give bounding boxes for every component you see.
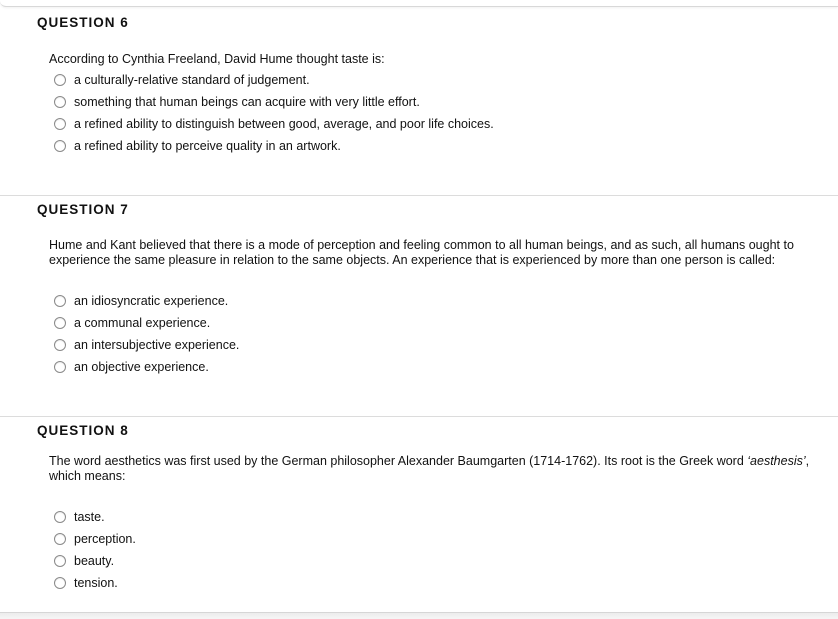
section-divider	[0, 195, 838, 196]
option-label: a communal experience.	[74, 316, 211, 330]
radio-button[interactable]	[54, 555, 66, 567]
page-top-edge	[0, 0, 838, 7]
question-6-option-d[interactable]	[54, 138, 341, 154]
question-7-option-a[interactable]	[54, 293, 228, 309]
option-label: perception.	[74, 532, 136, 546]
question-8-option-c[interactable]	[54, 553, 114, 569]
radio-button[interactable]	[54, 339, 66, 351]
question-6-option-c[interactable]	[54, 116, 494, 132]
radio-button[interactable]	[54, 533, 66, 545]
question-7-prompt: Hume and Kant believed that there is a mode of perception and feeling common to all human beings, and as such, all humans ought to experience the same pleasure in relation to the same objects. An experience that is experienced by more than one person is called:	[49, 238, 794, 267]
question-6-prompt: According to Cynthia Freeland, David Hume thought taste is:	[49, 52, 385, 66]
question-6-option-b[interactable]	[54, 94, 420, 110]
radio-button[interactable]	[54, 74, 66, 86]
question-8-prompt	[49, 454, 834, 484]
question-7-option-b[interactable]	[54, 315, 210, 331]
radio-button[interactable]	[54, 361, 66, 373]
option-label: tension.	[74, 576, 118, 590]
option-label: a refined ability to perceive quality in an artwork.	[74, 139, 341, 153]
question-6-option-a[interactable]	[54, 72, 310, 88]
option-label: an objective experience.	[74, 360, 209, 374]
question-8-prompt-term: ‘aesthesis’	[747, 454, 806, 468]
question-8-option-d[interactable]	[54, 575, 118, 591]
radio-button[interactable]	[54, 577, 66, 589]
section-divider	[0, 416, 838, 417]
question-8-option-b[interactable]	[54, 531, 136, 547]
option-label: something that human beings can acquire with very little effort.	[74, 95, 420, 109]
option-label: a refined ability to distinguish between good, average, and poor life choices.	[74, 117, 494, 131]
radio-button[interactable]	[54, 96, 66, 108]
question-6-title: QUESTION 6	[37, 15, 129, 30]
question-8-prompt-text: The word aesthetics was first used by the German philosopher Alexander Baumgarten (1714-1762). Its root is the Greek word	[49, 454, 748, 468]
question-7-title: QUESTION 7	[37, 202, 129, 217]
question-7-option-d[interactable]	[54, 359, 209, 375]
radio-button[interactable]	[54, 118, 66, 130]
option-label: an idiosyncratic experience.	[74, 294, 229, 308]
radio-button[interactable]	[54, 140, 66, 152]
question-7-option-c[interactable]	[54, 337, 239, 353]
question-8-option-a[interactable]	[54, 509, 105, 525]
option-label: an intersubjective experience.	[74, 338, 240, 352]
option-label: a culturally-relative standard of judgement.	[74, 73, 310, 87]
option-label: taste.	[74, 510, 105, 524]
radio-button[interactable]	[54, 295, 66, 307]
option-label: beauty.	[74, 554, 115, 568]
question-8-prompt-text-end: , which means:	[49, 454, 810, 483]
radio-button[interactable]	[54, 317, 66, 329]
radio-button[interactable]	[54, 511, 66, 523]
question-8-title: QUESTION 8	[37, 423, 129, 438]
